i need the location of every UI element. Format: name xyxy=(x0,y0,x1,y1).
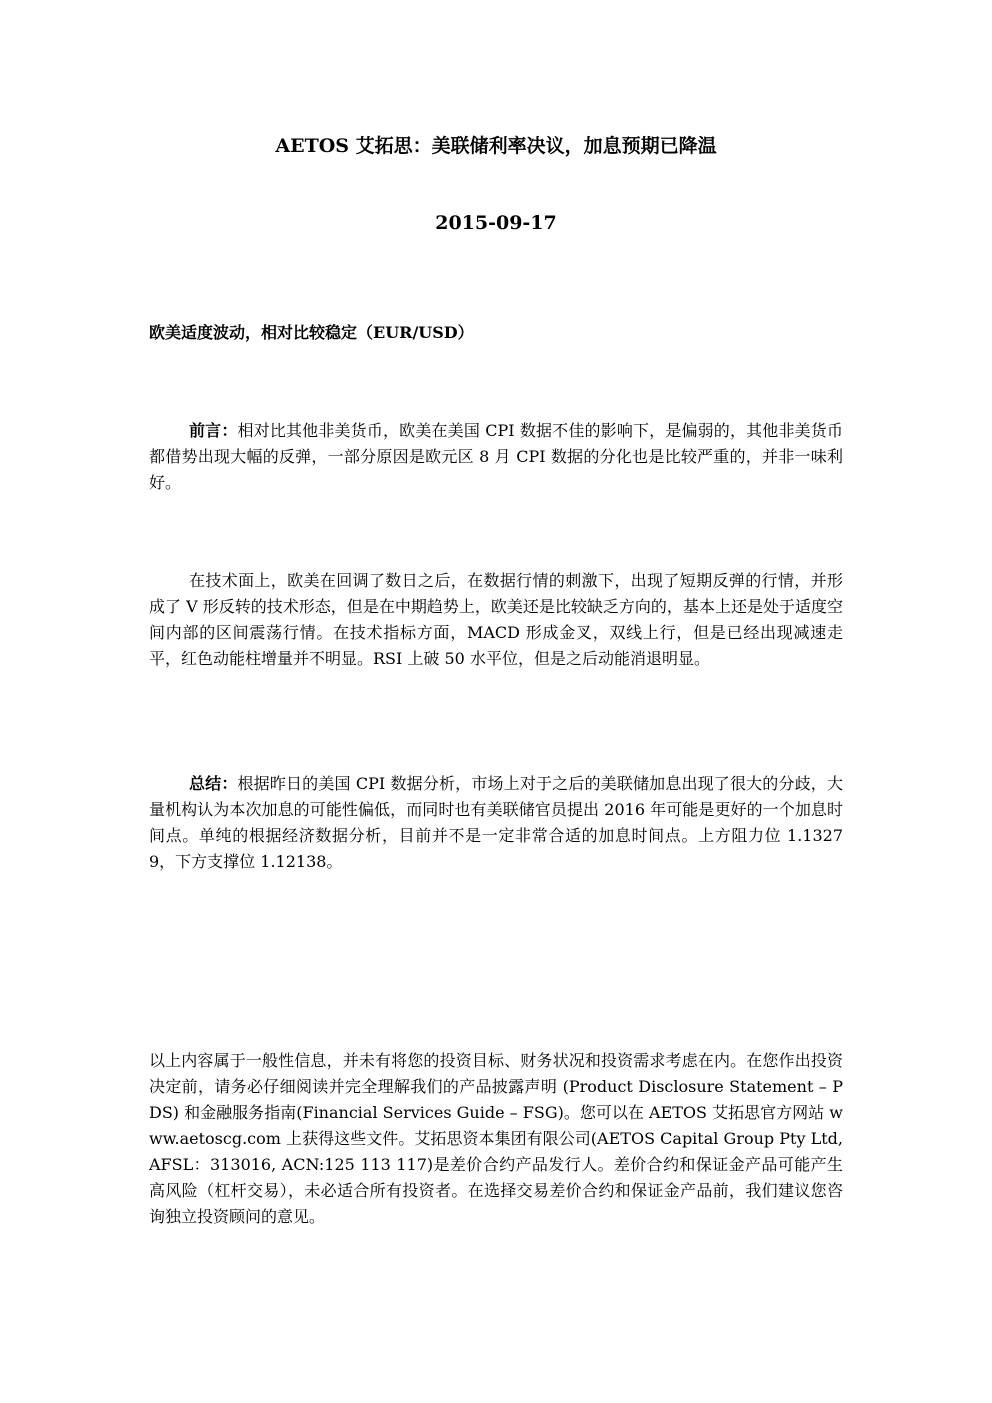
document-title: AETOS 艾拓思：美联储利率决议，加息预期已降温 xyxy=(275,135,717,157)
summary-label: 总结： xyxy=(189,774,238,793)
section-heading: 欧美适度波动，相对比较稳定（EUR/USD） xyxy=(149,323,474,342)
technical-paragraph xyxy=(149,568,843,672)
intro-paragraph xyxy=(149,418,843,496)
intro-text: 相对比其他非美货币，欧美在美国 CPI 数据不佳的影响下，是偏弱的，其他非美货币都借势出现大幅的反弹，一部分原因是欧元区 8 月 CPI 数据的分化也是比较严重的，并非一味利好。 xyxy=(149,421,843,492)
disclaimer-paragraph: 以上内容属于一般性信息，并未有将您的投资目标、财务状况和投资需求考虑在内。在您作出投资决定前，请务必仔细阅读并完全理解我们的产品披露声明 (Product Disclosure Statement – PDS) 和金融服务指南(Financial Services Guide – FSG)。您可以在 AETOS 艾拓思官方网站 www.aetoscg.com 上获得这些文件。艾拓思资本集团有限公司(AETOS Capital Group Pty Ltd, AFSL：313016, ACN:125 113 117)是差价合约产品发行人。差价合约和保证金产品可能产生高风险（杠杆交易），未必适合所有投资者。在选择交易差价合约和保证金产品前，我们建议您咨询独立投资顾问的意见。 xyxy=(149,1051,843,1226)
summary-paragraph xyxy=(149,771,843,875)
document-date: 2015-09-17 xyxy=(435,212,557,234)
technical-text: 在技术面上，欧美在回调了数日之后，在数据行情的刺激下，出现了短期反弹的行情，并形成了 V 形反转的技术形态，但是在中期趋势上，欧美还是比较缺乏方向的，基本上还是处于适度空间内部的区间震荡行情。在技术指标方面，MACD 形成金叉，双线上行，但是已经出现减速走平，红色动能柱增量并不明显。RSI 上破 50 水平位，但是之后动能消退明显。 xyxy=(149,571,843,668)
intro-label: 前言： xyxy=(189,421,238,440)
summary-text: 根据昨日的美国 CPI 数据分析，市场上对于之后的美联储加息出现了很大的分歧，大量机构认为本次加息的可能性偏低，而同时也有美联储官员提出 2016 年可能是更好的一个加息时间点。单纯的根据经济数据分析，目前并不是一定非常合适的加息时间点。上方阻力位 1.13279，下方支撑位 1.12138。 xyxy=(149,774,843,871)
